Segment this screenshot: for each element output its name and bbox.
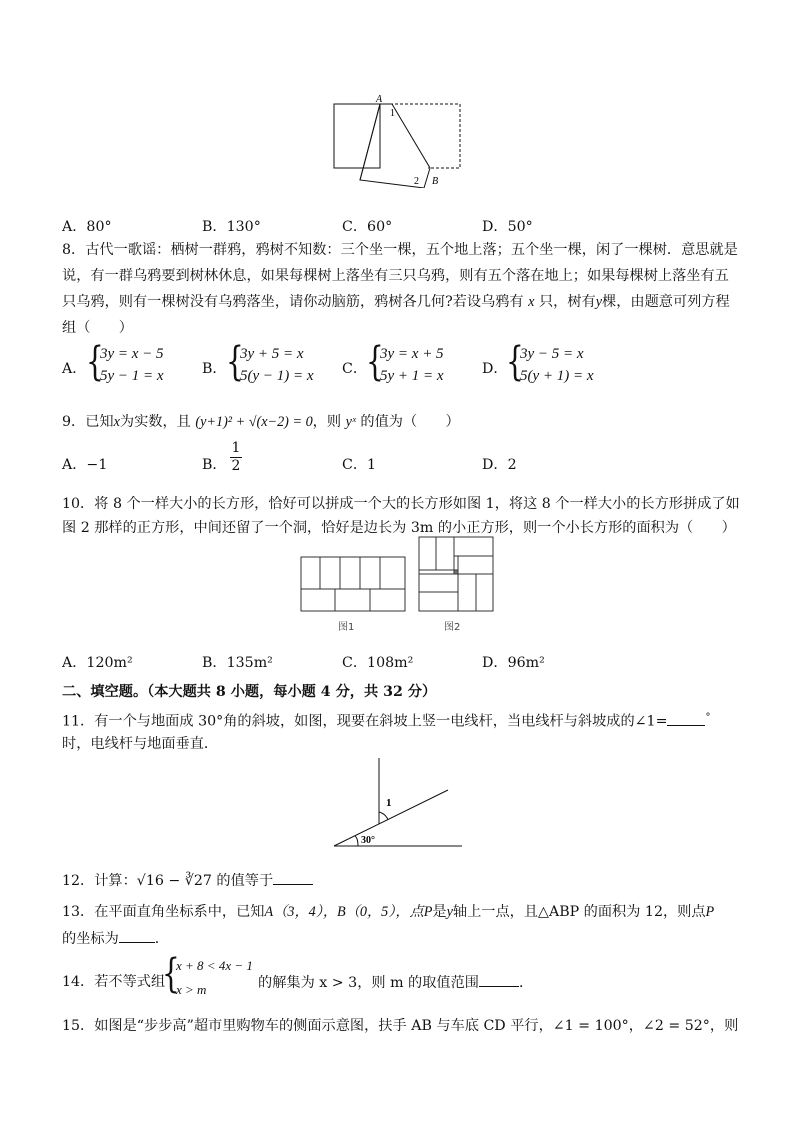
q8-line-3 [62, 292, 730, 312]
q11-label-30: 30° [361, 835, 375, 846]
q9-then: ，则 [312, 414, 342, 430]
q14-line [62, 972, 165, 992]
q12-text: 12．计算：√16 − ∛27 的值等于 [62, 873, 274, 889]
q7-label-1: 1 [390, 108, 395, 119]
q9-frac-den: 2 [231, 458, 241, 474]
q12-line [62, 870, 313, 891]
q13-line-2 [62, 928, 169, 949]
q10-figure-1 [300, 556, 406, 612]
q8-d-row1: 3y − 5 = x [520, 346, 584, 362]
q15-line: 15．如图是“步步高”超市里购物车的侧面示意图，扶手 AB 与车底 CD 平行，∠1 = 100°，∠2 = 52°，则 [62, 1018, 739, 1034]
q7-label-a: A [376, 94, 383, 105]
q10-option-d[interactable]: D．96m² [482, 655, 545, 671]
q9-mid: 为实数，且 [119, 414, 191, 430]
q8-option-c-letter[interactable]: C． [342, 361, 368, 377]
q12-answer-blank[interactable] [273, 870, 313, 885]
q9-option-b-letter: B． [202, 457, 227, 473]
q13-y: y [446, 904, 453, 920]
q8-line-3a: 只乌鸦，则有一棵树没有乌鸦落坐，请你动脑筋，鸦树各几何?若设乌鸦有 [62, 294, 524, 310]
q14-row1: x + 8 < 4x − 1 [176, 958, 253, 973]
q8-option-a-letter[interactable]: A． [62, 361, 87, 377]
q13-p2: P [705, 904, 715, 920]
q9-stem [62, 412, 460, 432]
q13-prefix: 13．在平面直角坐标系中，已知 [62, 904, 265, 920]
q10-option-b[interactable]: B．135m² [202, 655, 273, 671]
q7-label-b: B [432, 176, 439, 187]
q10-line-1: 10．将 8 个一样大小的长方形，恰好可以拼成一个大的长方形如图 1，将这 8 个一样大小的长方形拼成了如 [62, 496, 740, 512]
q10-fig2-caption: 图2 [444, 622, 461, 633]
q8-c-row2: 5y + 1 = x [380, 368, 444, 384]
q7-fold-line [360, 104, 380, 180]
q8-b-row2: 5(y − 1) = x [240, 368, 314, 384]
brace-icon: { [226, 339, 244, 385]
q13-mid: 是 [432, 904, 447, 920]
q11-label-1: 1 [386, 797, 392, 809]
q11-angle-1-arc [379, 812, 388, 820]
q10-fig1-caption: 图1 [338, 622, 355, 633]
q9-option-d[interactable]: D．2 [482, 457, 517, 473]
q13-line-1 [62, 902, 714, 922]
q8-line-4: 组（ ） [62, 320, 133, 336]
q13-p: P [423, 904, 433, 920]
q8-line-1: 8．古代一歌谣：栖树一群鸦，鸦树不知数：三个坐一棵，五个地上落；五个坐一棵，闲了一棵树．意思就是 [62, 242, 738, 258]
q9-x: x [113, 414, 120, 430]
q9-option-b[interactable] [202, 454, 227, 474]
q14-prefix: 14．若不等式组 [62, 974, 166, 990]
q10-option-a[interactable]: A．120m² [62, 655, 133, 671]
q9-end: 的值为（ ） [360, 414, 460, 430]
q13-line-2-text: 的坐标为 [62, 931, 119, 947]
q9-option-c[interactable]: C．1 [342, 457, 377, 473]
q8-d-row2: 5(y + 1) = x [520, 368, 594, 384]
q8-var-x: x [528, 294, 535, 310]
q9-option-b-fraction [230, 440, 242, 475]
q10-option-c[interactable]: C．108m² [342, 655, 414, 671]
q13-point-a: A（3，4）， [264, 904, 338, 920]
q9-prefix: 9．已知 [62, 414, 114, 430]
q7-rectangle [334, 104, 380, 168]
q14-row2: x > m [176, 982, 207, 997]
q13-point-b: B（0，5），点 [337, 904, 424, 920]
q10-line-2: 图 2 那样的正方形，中间还留了一个洞，恰好是边长为 3m 的小正方形，则一个小长方形的面积为（ ） [62, 520, 736, 536]
q8-b-row1: 3y + 5 = x [240, 346, 304, 362]
q9-option-a[interactable]: A．−1 [62, 457, 108, 473]
q7-option-d[interactable]: D．50° [482, 219, 533, 235]
q8-line-2: 说，有一群乌鸦要到树林休息，如果每棵树上落坐有三只乌鸦，则有五个落在地上；如果每棵树上落坐有五 [62, 268, 729, 284]
q13-answer-blank[interactable] [119, 928, 155, 943]
q8-a-row1: 3y = x − 5 [100, 346, 164, 362]
q9-frac-num: 1 [231, 440, 241, 456]
q7-option-a[interactable]: A．80° [62, 219, 112, 235]
q7-folded-strip [360, 104, 430, 188]
brace-icon: { [366, 339, 384, 385]
q8-var-y: y [595, 294, 603, 310]
section-2-title: 二、填空题。（本大题共 8 小题，每小题 4 分，共 32 分） [62, 684, 437, 700]
q8-line-3b: 只，树有 [538, 294, 596, 310]
q13-dot: ． [154, 931, 169, 947]
q9-yx: yˣ [345, 414, 356, 430]
q8-option-b-letter[interactable]: B． [202, 361, 227, 377]
q11-text: 11．有一个与地面成 30°角的斜坡，如图，现要在斜坡上竖一电线杆，当电线杆与斜坡成的∠1= [62, 713, 668, 730]
brace-icon: { [506, 339, 524, 385]
q14-dot: ． [518, 975, 534, 991]
q11-angle-30-arc [355, 836, 358, 846]
q13-tail: 轴上一点，且△ABP 的面积为 12，则点 [452, 904, 706, 920]
q11-deg: ° [705, 712, 711, 723]
q8-c-row1: 3y = x + 5 [380, 346, 444, 362]
brace-icon: { [162, 951, 180, 997]
q7-label-2: 2 [414, 176, 419, 187]
q11-line-1 [62, 708, 710, 732]
q8-option-d-letter[interactable]: D． [482, 361, 508, 377]
q11-answer-blank[interactable] [667, 711, 705, 726]
q14-mid: 的解集为 x > 3，则 m 的取值范围 [258, 975, 479, 991]
q14-tail [258, 972, 533, 992]
q9-equation: (y+1)² + √(x−2) = 0 [195, 414, 313, 430]
q7-figure [330, 92, 470, 188]
q11-figure [330, 756, 464, 850]
q14-answer-blank[interactable] [479, 972, 519, 987]
q8-a-row2: 5y − 1 = x [100, 368, 164, 384]
brace-icon: { [86, 339, 104, 385]
q10-figure-2 [418, 536, 494, 612]
q11-line-2: 时，电线杆与地面垂直． [62, 736, 219, 752]
q7-option-b[interactable]: B．130° [202, 219, 261, 235]
q8-line-3c: 棵，由题意可列方程 [602, 294, 730, 310]
q7-option-c[interactable]: C．60° [342, 219, 393, 235]
